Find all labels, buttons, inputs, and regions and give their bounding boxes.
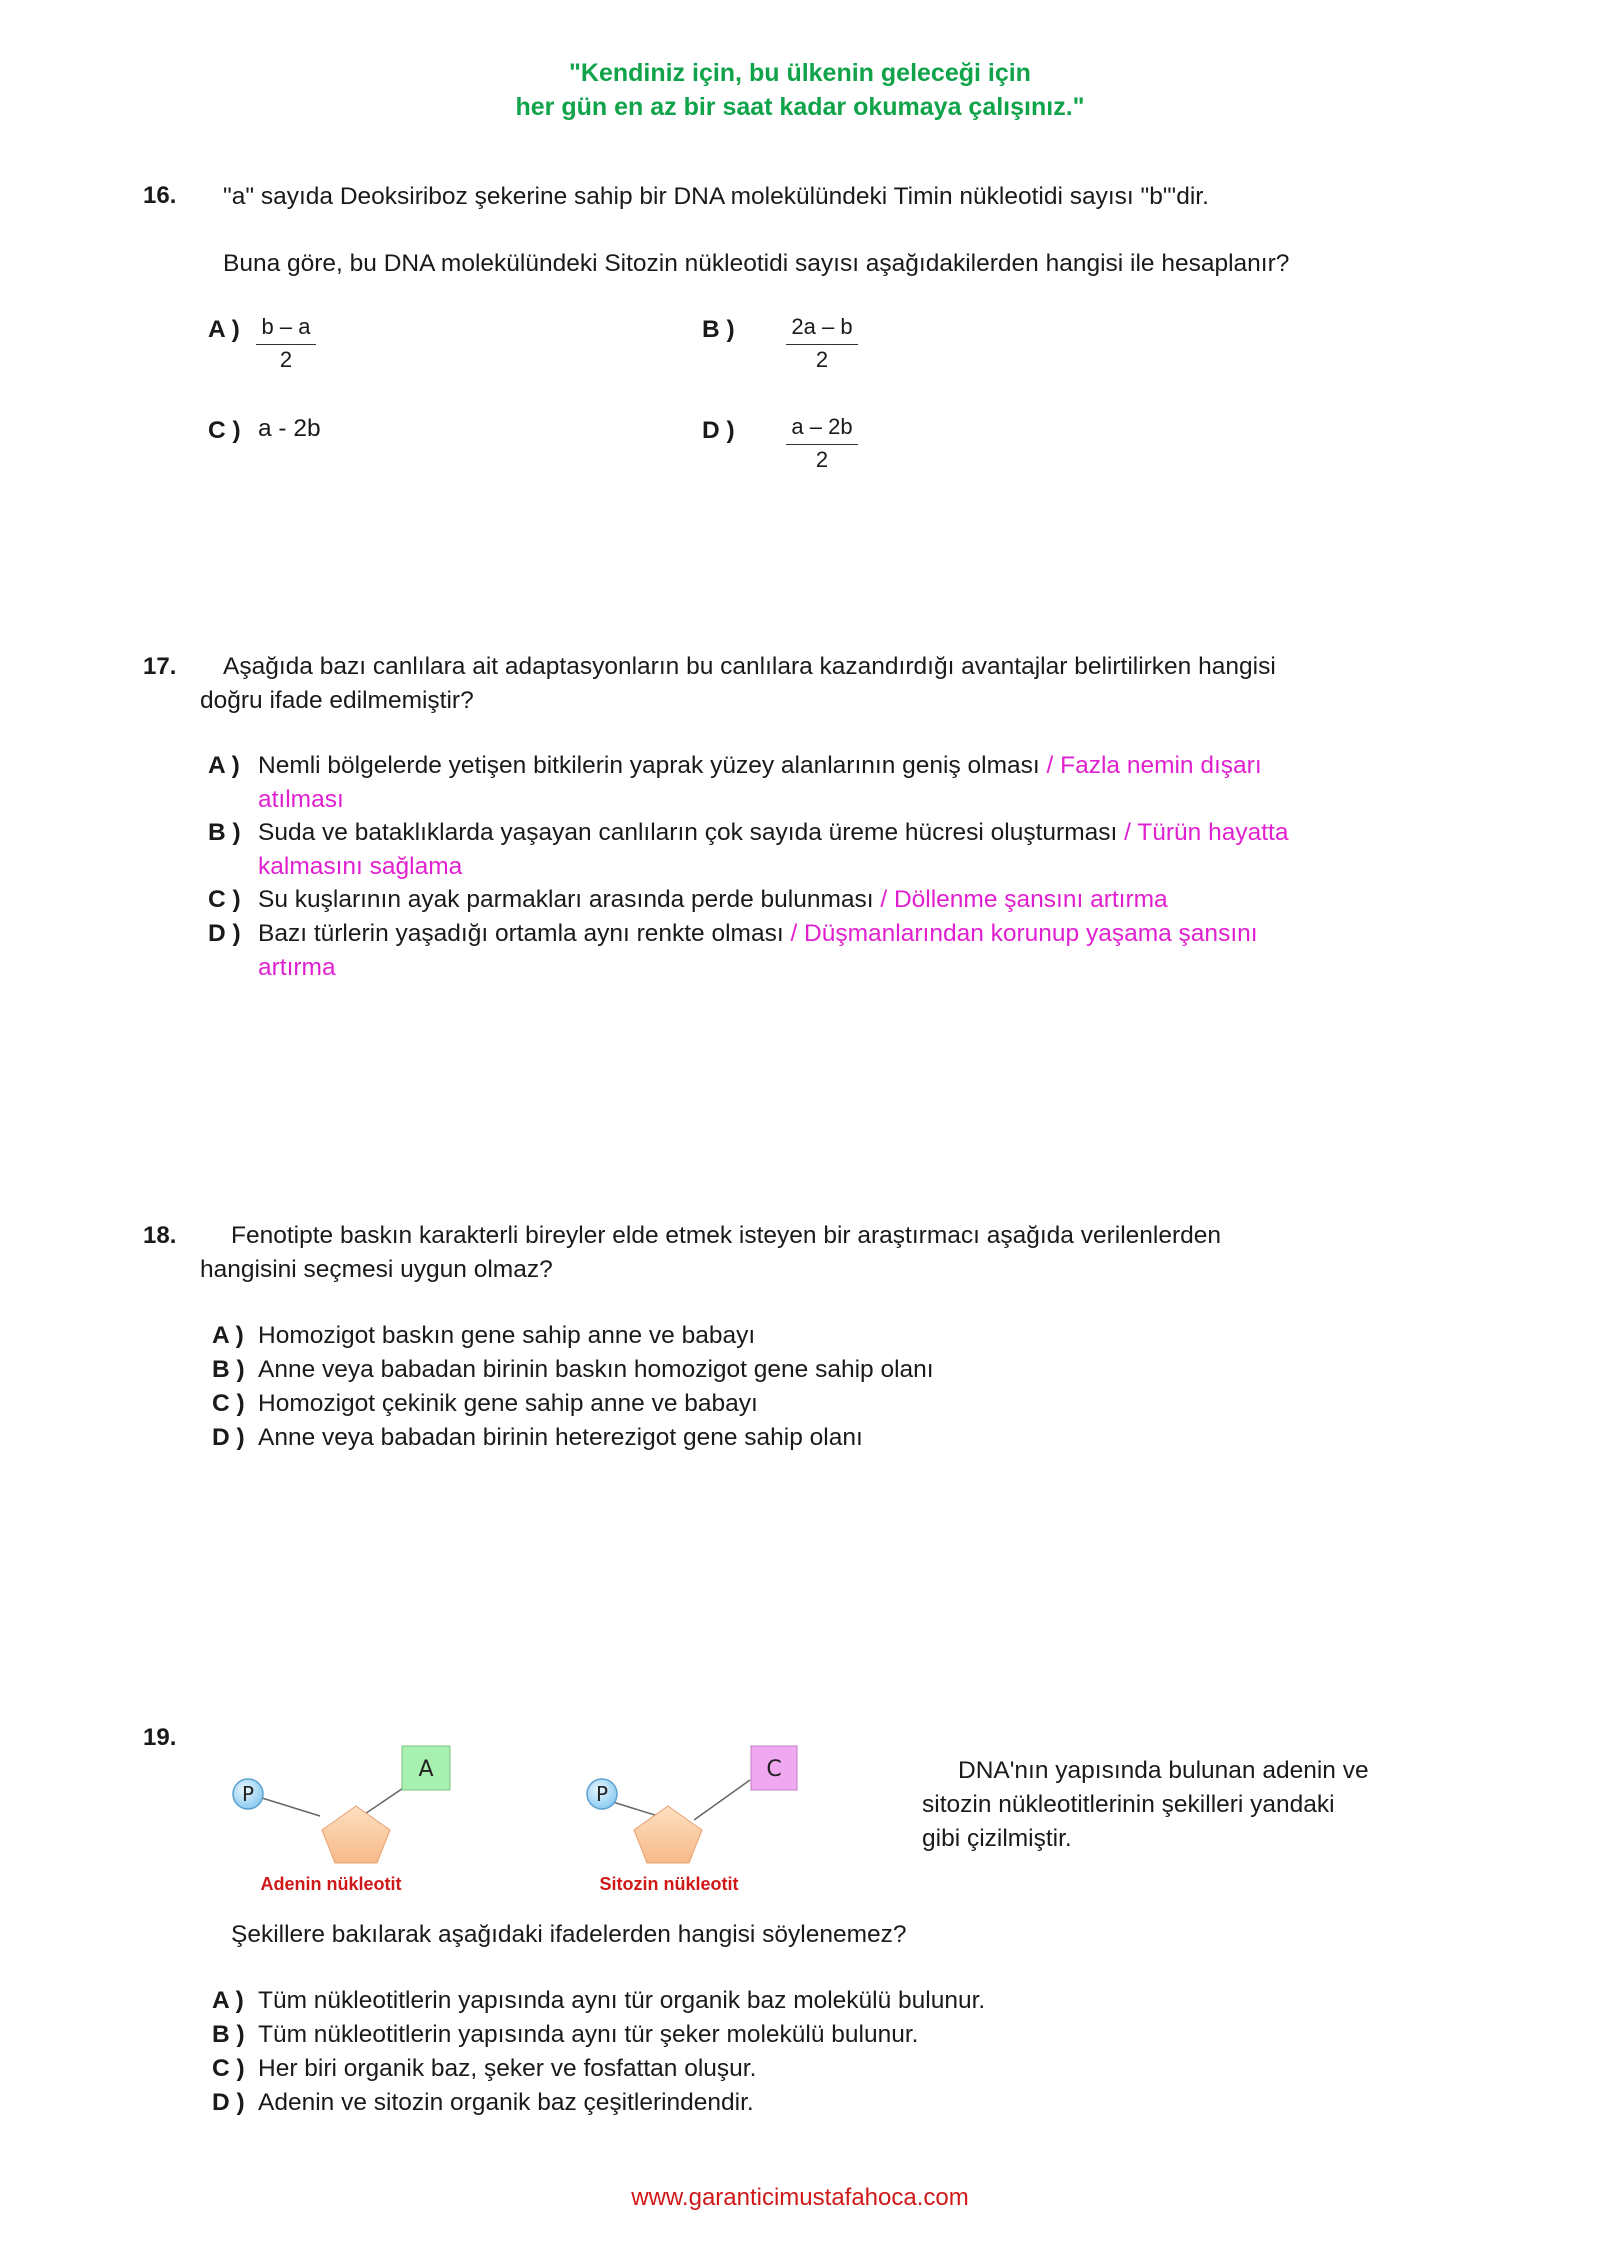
fraction-numerator: b – a bbox=[256, 314, 316, 345]
motto-line-1: "Kendiniz için, bu ülkenin geleceği için bbox=[569, 59, 1031, 87]
option-d-text: Adenin ve sitozin organik baz çeşitlerindendir. bbox=[258, 2089, 754, 2116]
option-b-text: Anne veya babadan birinin baskın homozigot gene sahip olanı bbox=[258, 1356, 934, 1383]
nucleotide-caption: Sitozin nükleotit bbox=[599, 1874, 739, 1894]
option-a-fraction bbox=[256, 314, 316, 375]
option-statement: Suda ve bataklıklarda yaşayan canlıların çok sayıda üreme hücresi oluşturması bbox=[258, 819, 1125, 846]
fraction-numerator: 2a – b bbox=[786, 314, 858, 345]
option-c-text: Her biri organik baz, şeker ve fosfattan oluşur. bbox=[258, 2055, 757, 2082]
option-c-text: Homozigot çekinik gene sahip anne ve babayı bbox=[258, 1390, 758, 1417]
question-prompt: Buna göre, bu DNA molekülündeki Sitozin nükleotidi sayısı aşağıdakilerden hangisi ile hesaplanır? bbox=[223, 250, 1290, 277]
question-text: "a" sayıda Deoksiriboz şekerine sahip bir DNA molekülündeki Timin nükleotidi sayısı "b"'dir. bbox=[223, 183, 1209, 210]
adenine-nucleotide bbox=[233, 1746, 450, 1894]
question-text-line-1: Fenotipte baskın karakterli bireyler elde etmek isteyen bir araştırmacı aşağıda verilenlerden bbox=[231, 1222, 1222, 1249]
question-number: 16. bbox=[143, 182, 177, 209]
fraction-denominator: 2 bbox=[815, 347, 829, 372]
question-text-line-2: doğru ifade edilmemiştir? bbox=[200, 687, 474, 714]
option-b-label: B ) bbox=[208, 819, 241, 846]
option-d-label: D ) bbox=[702, 417, 735, 444]
option-a-text: Tüm nükleotitlerin yapısında aynı tür organik baz molekülü bulunur. bbox=[258, 1987, 986, 2014]
fraction-denominator: 2 bbox=[815, 447, 829, 472]
option-statement: Nemli bölgelerde yetişen bitkilerin yaprak yüzey alanlarının geniş olması bbox=[258, 752, 1047, 779]
option-advantage: / Döllenme şansını artırma bbox=[880, 886, 1168, 913]
fraction-numerator: a – 2b bbox=[786, 414, 858, 445]
question-prompt: Şekillere bakılarak aşağıdaki ifadelerden hangisi söylenemez? bbox=[231, 1921, 907, 1948]
option-c-text: a - 2b bbox=[258, 415, 321, 442]
option-c-text bbox=[258, 883, 1398, 917]
option-b-fraction bbox=[786, 314, 858, 375]
cytosine-nucleotide bbox=[587, 1746, 797, 1894]
option-c-label: C ) bbox=[208, 417, 241, 444]
option-advantage: / Düşmanlarından korunup yaşama şansını bbox=[790, 920, 1258, 947]
footer-website-link[interactable]: www.garanticimustafahoca.com bbox=[631, 2184, 969, 2211]
option-a-continuation: atılması bbox=[258, 786, 344, 813]
option-d-text: Anne veya babadan birinin heterezigot gene sahip olanı bbox=[258, 1424, 863, 1451]
option-d-label: D ) bbox=[212, 1424, 245, 1451]
option-d-label: D ) bbox=[208, 920, 241, 947]
option-a-text bbox=[258, 749, 1398, 783]
option-c-label: C ) bbox=[208, 886, 241, 913]
fraction-denominator: 2 bbox=[279, 347, 293, 372]
option-b-label: B ) bbox=[212, 2021, 245, 2048]
sugar-pentagon bbox=[634, 1806, 702, 1863]
sugar-pentagon bbox=[322, 1806, 390, 1863]
description-line-2: sitozin nükleotitlerinin şekilleri yandaki bbox=[922, 1791, 1335, 1818]
option-b-label: B ) bbox=[212, 1356, 245, 1383]
nucleotide-caption: Adenin nükleotit bbox=[260, 1874, 402, 1894]
option-a-label: A ) bbox=[208, 316, 240, 343]
question-number: 19. bbox=[143, 1724, 177, 1751]
description-line-1: DNA'nın yapısında bulunan adenin ve bbox=[958, 1757, 1369, 1784]
option-c-label: C ) bbox=[212, 2055, 245, 2082]
option-a-label: A ) bbox=[212, 1987, 244, 2014]
phosphate-label: P bbox=[595, 1782, 609, 1806]
option-d-continuation: artırma bbox=[258, 954, 336, 981]
option-statement: Bazı türlerin yaşadığı ortamla aynı renkte olması bbox=[258, 920, 791, 947]
question-number: 17. bbox=[143, 653, 177, 680]
option-advantage: / Fazla nemin dışarı bbox=[1046, 752, 1262, 779]
option-b-text bbox=[258, 816, 1398, 850]
option-d-label: D ) bbox=[212, 2089, 245, 2116]
option-d-text bbox=[258, 917, 1398, 951]
question-text-line-2: hangisini seçmesi uygun olmaz? bbox=[200, 1256, 553, 1283]
option-c-label: C ) bbox=[212, 1390, 245, 1417]
phosphate-label: P bbox=[241, 1782, 255, 1806]
base-label: A bbox=[418, 1757, 434, 1782]
option-b-label: B ) bbox=[702, 316, 735, 343]
option-advantage: / Türün hayatta bbox=[1124, 819, 1289, 846]
option-b-continuation: kalmasını sağlama bbox=[258, 853, 463, 880]
base-label: C bbox=[766, 1757, 782, 1782]
question-number: 18. bbox=[143, 1222, 177, 1249]
option-statement: Su kuşlarının ayak parmakları arasında perde bulunması bbox=[258, 886, 881, 913]
option-a-label: A ) bbox=[208, 752, 240, 779]
option-a-label: A ) bbox=[212, 1322, 244, 1349]
option-a-text: Homozigot baskın gene sahip anne ve babayı bbox=[258, 1322, 756, 1349]
motto-line-2: her gün en az bir saat kadar okumaya çalışınız." bbox=[515, 93, 1085, 121]
question-text-line-1: Aşağıda bazı canlılara ait adaptasyonların bu canlılara kazandırdığı avantajlar belirtilirken hangisi bbox=[223, 653, 1276, 680]
option-d-fraction bbox=[786, 414, 858, 475]
option-b-text: Tüm nükleotitlerin yapısında aynı tür şeker molekülü bulunur. bbox=[258, 2021, 919, 2048]
description-line-3: gibi çizilmiştir. bbox=[922, 1825, 1072, 1852]
nucleotide-diagram bbox=[220, 1730, 820, 1900]
